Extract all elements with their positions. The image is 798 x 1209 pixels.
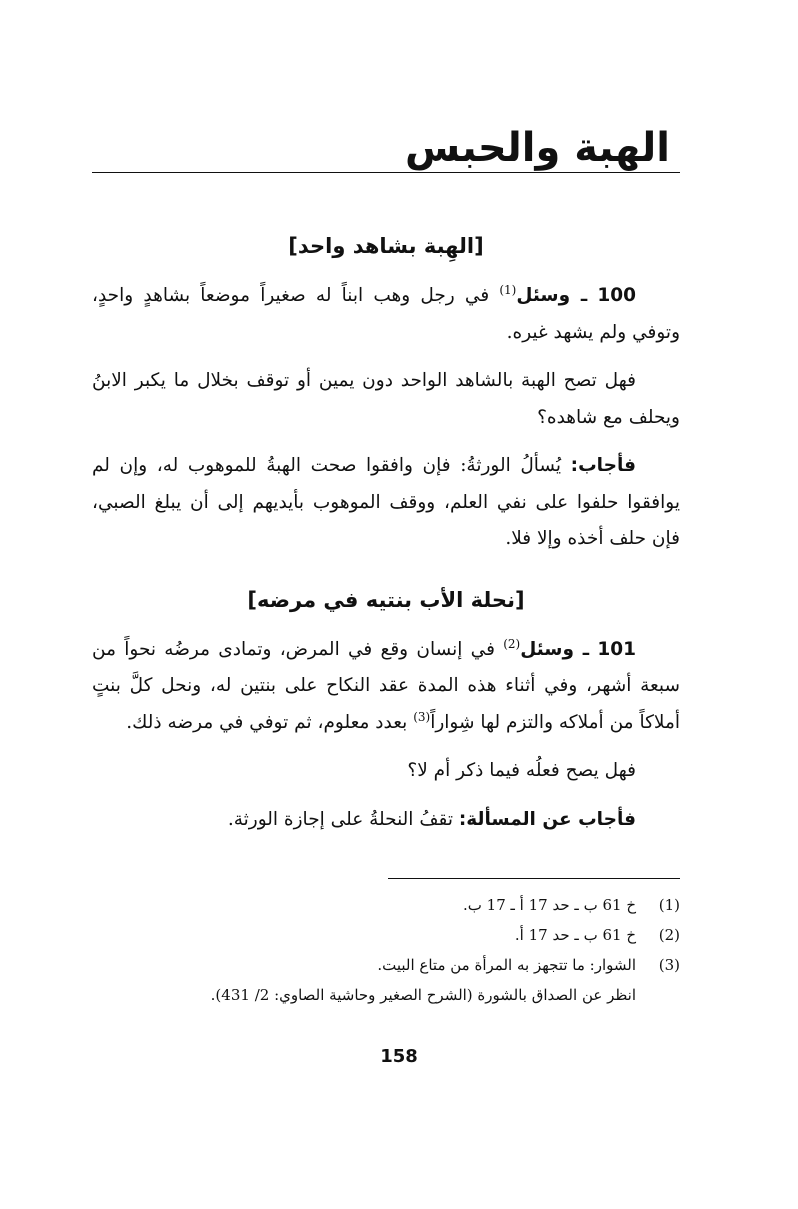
page-number: 158: [380, 1046, 418, 1067]
footnote-rule: [388, 878, 680, 879]
question-text: في رجل وهب ابناً له صغيراً موضعاً بشاهدٍ واحدٍ، وتوفي ولم يشهد غيره.: [92, 285, 680, 343]
footnote-ref-2: (2): [503, 636, 521, 651]
answer-keyword: فأجاب:: [570, 455, 636, 476]
answer-keyword: فأجاب عن المسألة:: [458, 808, 636, 830]
answer-100: [92, 448, 680, 558]
footnote-1: [120, 890, 680, 920]
question-100: [92, 278, 680, 351]
chapter-title: الهبة والحبس: [405, 125, 670, 171]
main-text: [92, 226, 680, 838]
footnote-label: (2): [658, 926, 680, 944]
question-number: 101: [597, 638, 636, 660]
section-heading-2: [نحلة الأب بنتيه في مرضه]: [247, 587, 525, 612]
footnote-3-continuation: انظر عن الصداق بالشورة (الشرح الصغير وحاشية الصاوي: 2/ 431).: [210, 986, 636, 1004]
answer-text: يُسألُ الورثةُ: فإن وافقوا صحت الهبةُ للموهوب له، وإن لم يوافقوا حلفوا على نفي العلم، ووقف الموهوب بأيديهم إلى أن يبلغ الصبي، فإن حلف أخذه وإلا فلا.: [92, 455, 680, 549]
section-heading-1: [الهِبة بشاهد واحد]: [288, 234, 484, 258]
question-100-followup: فهل تصح الهبة بالشاهد الواحد دون يمين أو توقف بخلال ما يكبر الابنُ ويحلف مع شاهده؟: [92, 370, 680, 428]
footnote-text: خ 61 ب ـ حد 17 أ.: [514, 926, 636, 944]
question-101: [92, 632, 680, 742]
question-number: 100: [597, 285, 636, 306]
question-text-part-b: بعدد معلوم، ثم توفي في مرضه ذلك.: [126, 711, 414, 733]
footnotes: [120, 890, 680, 1010]
footnote-3: [120, 950, 680, 980]
header-rule: [92, 172, 680, 173]
footnote-ref-1: (1): [499, 282, 517, 297]
footnote-label: (3): [658, 956, 680, 974]
question-keyword: ـ وسئل: [520, 638, 590, 660]
footnote-text: الشوار: ما تتجهز به المرأة من متاع البيت.: [377, 956, 636, 974]
answer-text: تقفُ النحلةُ على إجازة الورثة.: [227, 808, 459, 830]
footnote-2: [120, 920, 680, 950]
answer-101: [92, 802, 680, 839]
footnote-ref-3: (3): [413, 709, 431, 724]
question-101-followup: فهل يصح فعلُه فيما ذكر أم لا؟: [407, 760, 636, 781]
question-keyword: ـ وسئل: [516, 285, 588, 306]
footnote-text: خ 61 ب ـ حد 17 أ ـ 17 ب.: [462, 896, 636, 914]
question-text-part-a: في إنسان وقع في المرض، وتمادى مرضُه نحواً من سبعة أشهر، وفي أثناء هذه المدة عقد النكاح على بنتين له، ونحل كلَّ بنتٍ أملاكاً من أملاكه والتزم لها شِواراً: [92, 638, 680, 733]
footnote-label: (1): [658, 896, 680, 914]
